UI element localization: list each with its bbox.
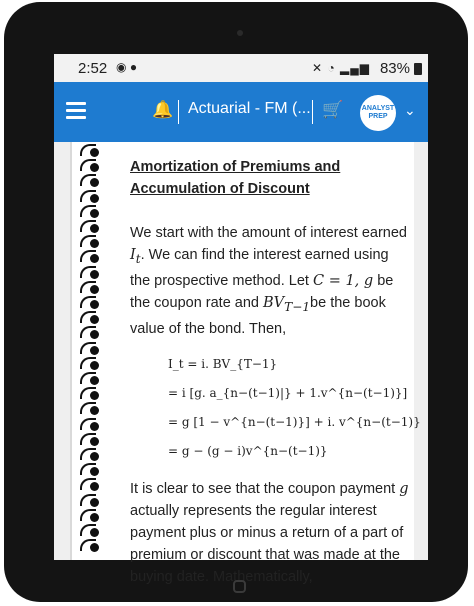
bell-icon[interactable]: 🔔 [152,100,174,119]
equation-line-3: = g [1 − v^{n−(t−1)}] + i. v^{n−(t−1)} [168,414,421,429]
spiral-hole [90,452,99,461]
article-body [130,156,421,598]
signal-icon: ▂▄▆ [340,61,370,75]
analystprep-logo[interactable] [360,95,396,131]
divider [178,100,179,124]
divider [312,100,313,124]
spiral-hole [90,285,99,294]
equation-line-1: I_t = i. BV_{T−1} [168,356,278,371]
notification-icons [116,60,137,74]
spiral-hole [90,467,99,476]
math-coupon-g: g [399,480,409,497]
math-book-value [263,294,311,314]
spiral-hole [90,209,99,218]
math-interest [130,247,141,266]
equation-block [168,350,421,466]
spiral-hole [90,498,99,507]
text: It is clear to see that the coupon payment [130,480,400,497]
spiral-hole [90,391,99,400]
spiral-hole [90,194,99,203]
spiral-hole [90,437,99,446]
math-symbol: BV [263,294,285,311]
equation-line-2: = i [g. a_{n−(t−1)|} + 1.v^{n−(t−1)}] [168,385,408,400]
spiral-hole [90,482,99,491]
spiral-hole [90,163,99,172]
math-symbol: I [130,247,136,263]
wifi-icon: ◔ [327,61,336,75]
content-area [54,142,428,585]
math-subscript: T−1 [284,299,311,314]
paragraph-intro [130,222,410,340]
spiral-hole [90,254,99,263]
status-bar [54,54,428,82]
spiral-hole [90,270,99,279]
battery-level: 83% [379,60,410,77]
spiral-hole [90,406,99,415]
spiral-hole [90,513,99,522]
facebook-icon: ● [129,60,138,74]
math-subscript: t [135,251,141,266]
text: . We can find the interest earned using the prospective method. Let [130,247,389,289]
system-icons [312,61,370,75]
spiral-hole [90,148,99,157]
spiral-hole [90,528,99,537]
battery-icon [414,63,422,75]
app-bar [54,82,428,142]
tablet-frame [4,2,468,602]
chevron-down-icon[interactable]: ⌄ [404,102,416,118]
spiral-hole [90,315,99,324]
notebook-page [70,142,421,585]
status-time: 2:52 [78,60,108,77]
spiral-hole [90,543,99,552]
device-screen [54,54,428,585]
text: be the coupon rate and [130,272,394,311]
menu-icon[interactable] [66,102,86,120]
article-heading: Amortization of Premiums and Accumulation of Discount [130,159,341,197]
logo-text-top: ANALYST [361,105,395,112]
text: We start with the amount of interest earned [130,225,407,241]
math-coupon: C = 1, g [312,272,374,289]
mute-icon: ✕ [312,61,324,75]
text: be the book value of the bond. Then, [130,294,386,337]
spiral-hole [90,422,99,431]
text: actually represents the regular interest payment plus or minus a return of a part of premium or discount that was made at the buying date. Mathematically, [130,502,404,585]
spiral-hole [90,376,99,385]
cart-icon[interactable]: 🛒 [322,100,344,119]
spiral-hole [90,224,99,233]
paragraph-conclusion [130,478,410,588]
logo-text-bottom: PREP [368,113,388,120]
spiral-hole [90,346,99,355]
home-button[interactable] [233,580,246,593]
spiral-hole [90,300,99,309]
spiral-hole [90,361,99,370]
spiral-hole [90,239,99,248]
spiral-hole [90,330,99,339]
camera-lens [237,30,243,36]
spiral-binding [80,148,110,560]
course-title-dropdown[interactable]: Actuarial - FM (... [188,100,311,117]
messenger-icon: ◉ [116,60,127,74]
spiral-hole [90,178,99,187]
equation-line-4: = g − (g − i)v^{n−(t−1)} [168,443,328,458]
